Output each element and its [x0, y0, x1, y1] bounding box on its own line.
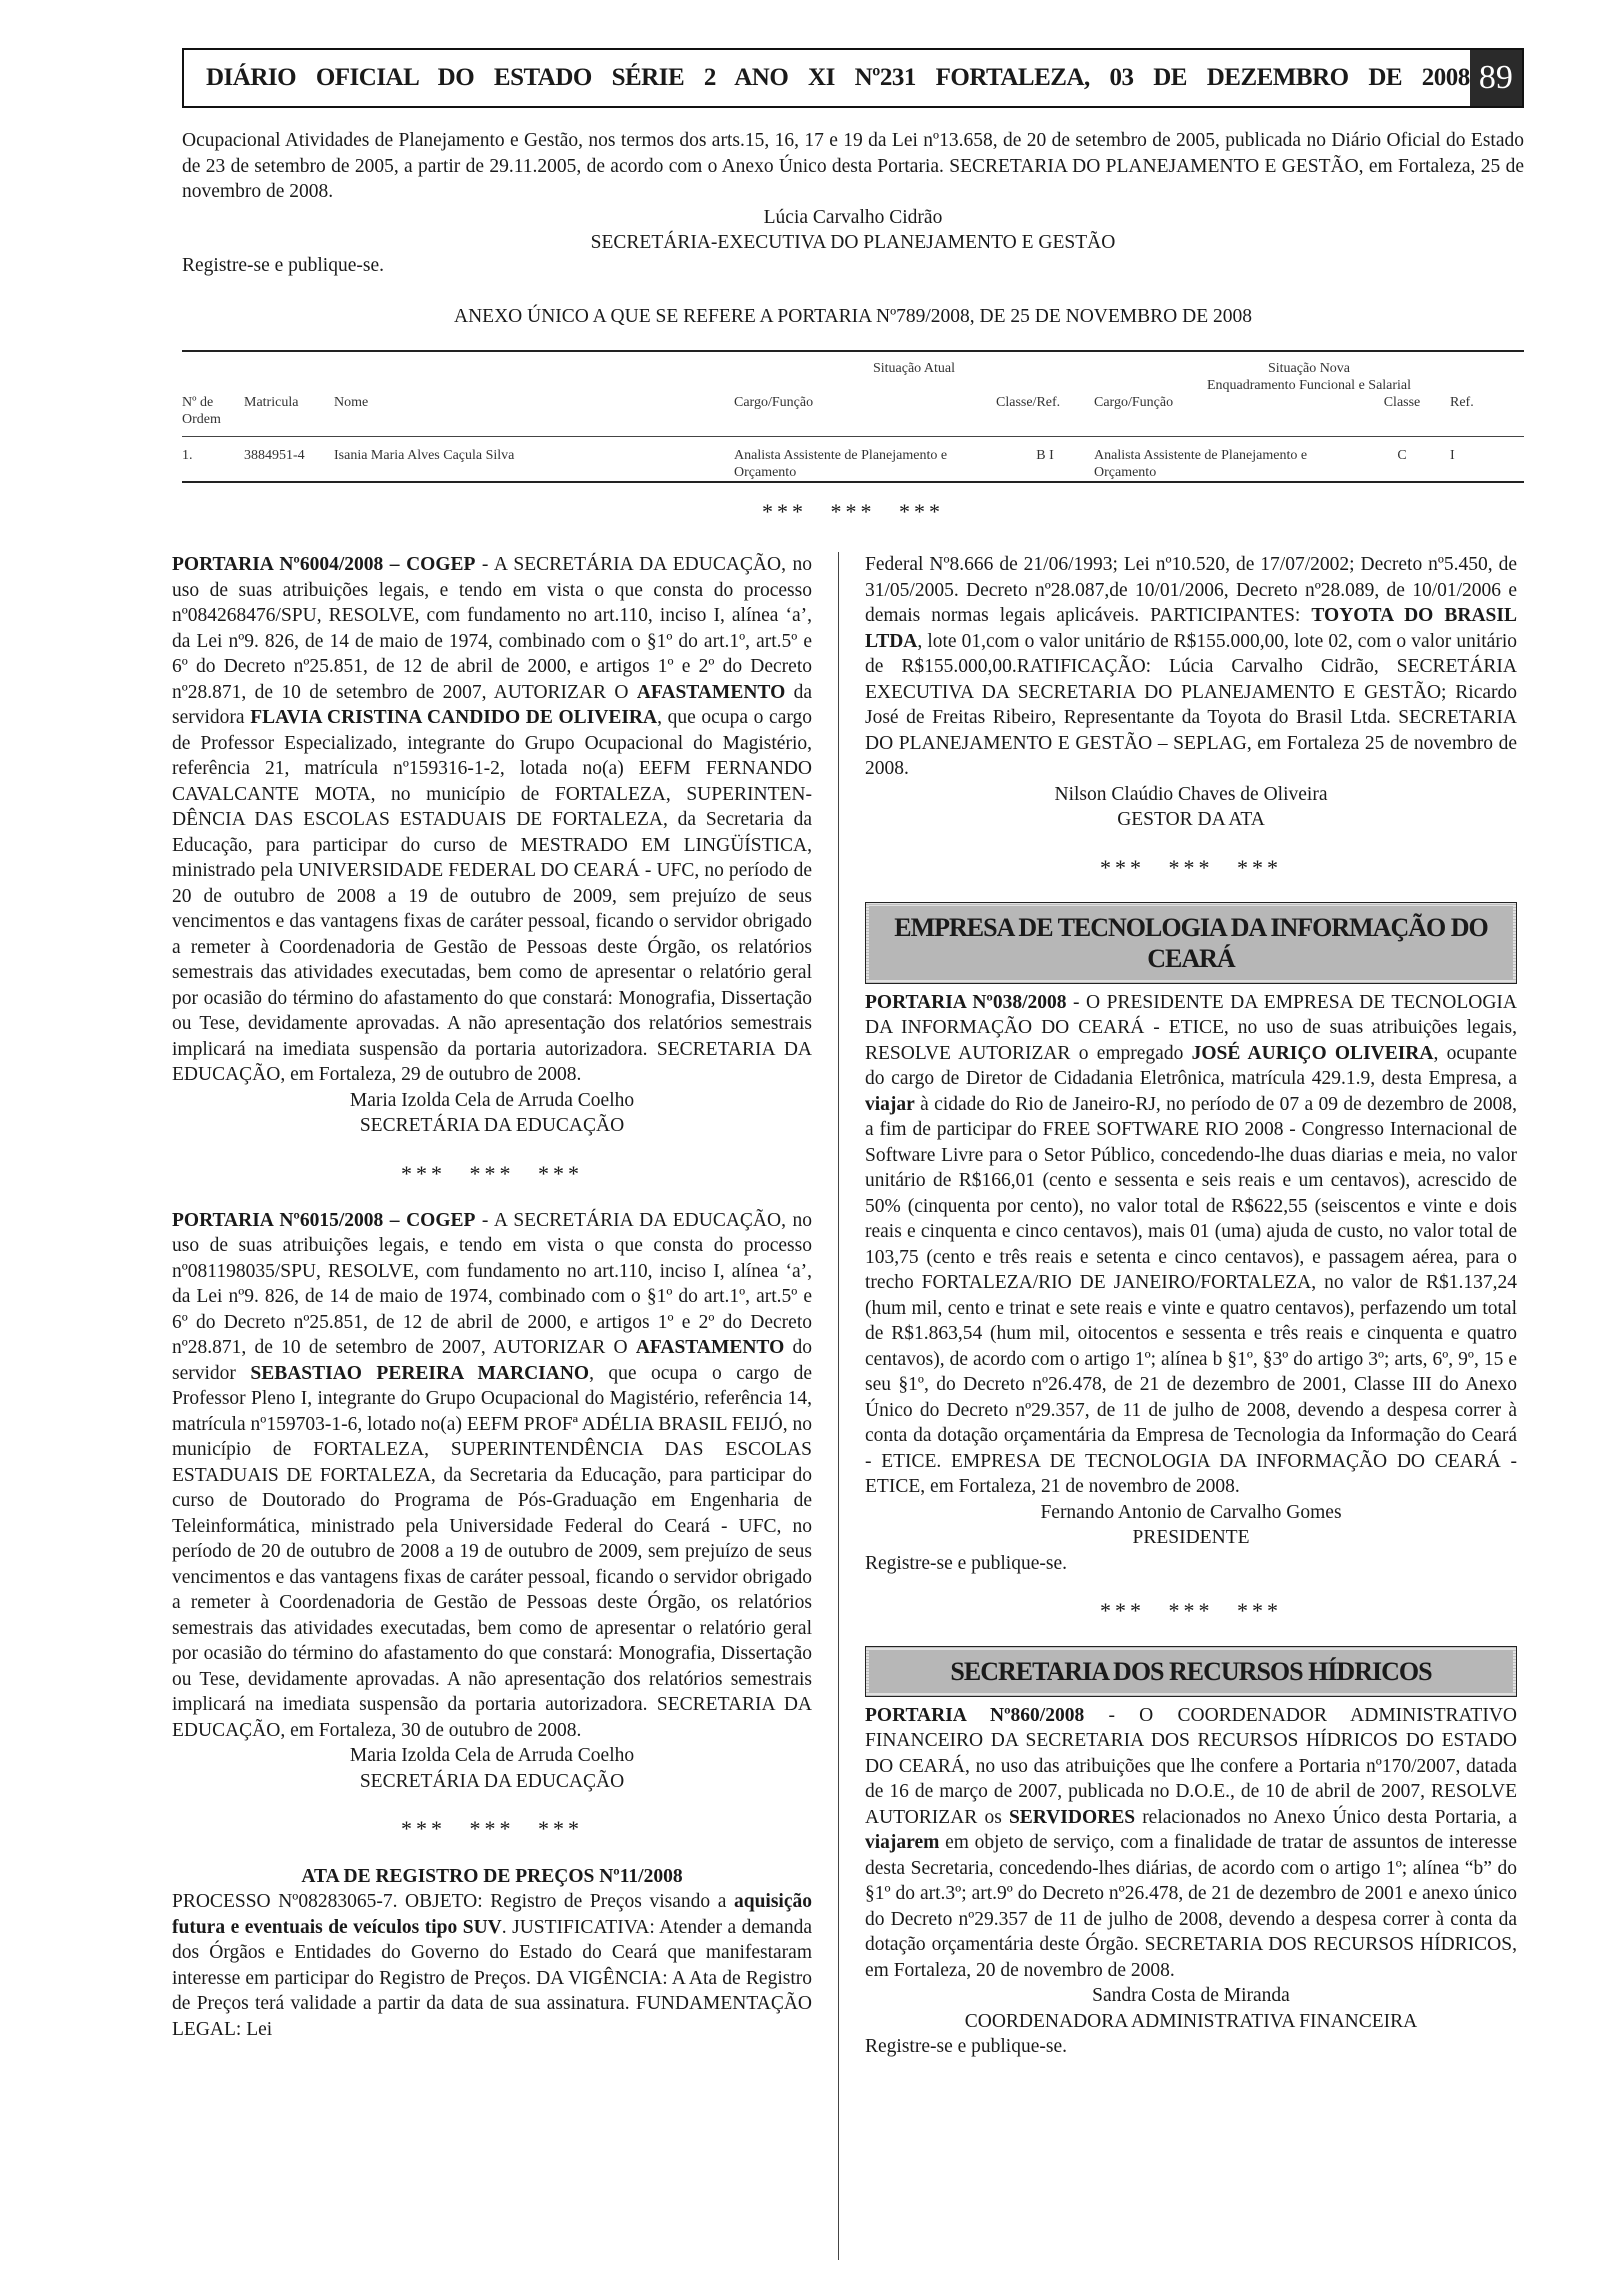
portaria-6004-text-a: - A SECRETÁRIA DA EDUCAÇÃO, no uso de suas atribuições legais, e tendo em vista o que consta do processo nº084268476/SPU, RESOLVE, com fundamento no art.110, inciso I, alínea ‘a’, da Lei nº9. 826, de 14 de maio de 1974, combinado com o §1º do art.1º, art.5º e 6º do Decreto nº25.851, de 12 de abril de 2000, e artigos 1º e 2º do Decreto nº28.871, de 10 de setembro de 2007, AUTORIZAR O: [172, 554, 812, 703]
annex-title: ANEXO ÚNICO A QUE SE REFERE A PORTARIA Nº789/2008, DE 25 DE NOVEMBRO DE 2008: [454, 306, 1252, 327]
ata-cont-text-a: Federal Nº8.666 de 21/06/1993; Lei nº10.520, de 17/07/2002; Decreto nº5.450, de 31/05/2005. Decreto nº28.087,de 10/01/2006, Decreto nº28.089, de 10/01/2006 e demais normas legais aplicáveis. PARTICIPANTES:: [865, 554, 1517, 626]
cell-cargo-novo: Analista Assistente de Planejamento e Orçamento: [1094, 447, 1308, 480]
portaria-6015-text-b: do servidor: [172, 1337, 813, 1384]
annex-table: [182, 350, 1524, 489]
portaria-860-signer-title: COORDENADORA ADMINISTRATIVA FINANCEIRA: [964, 2010, 1418, 2032]
portaria-038-text-c: à cidade do Rio de Janeiro-RJ, no período de 07 a 09 de dezembro de 2008, a fim de participar do FREE SOFTWARE RIO 2008 - Congresso Internacional de Software Livre para o Setor Público, concedendo-lhe duas diarias e meia, no valor unitário de R$166,01 (cento e sessenta e seis reais e um centavos), acrescido de 50% (cinquenta por cento), no valor total de R$622,55 (seiscentos e vinte e dois reais e cinquenta e cinco centavos), mais 01 (uma) ajuda de custo, no valor total de 103,75 (cento e três reais e setenta e cinco centavos), e passagem aérea, para o trecho FORTALEZA/RIO DE JANEIRO/FORTALEZA, no valor de R$1.137,24 (hum mil, cento e trinat e sete reais e vinte e quatro centavos), perfazendo um total de R$1.863,54 (hum mil, oitocentos e sessenta e três reais e cinquenta e quatro centavos), de acordo com o artigo 1º; alínea b §1º, §3º do artigo 3º; arts, 6º, 9º, 15 e seu §1º, do Decreto nº26.478, de 21 de dezembro de 2001, Classe III do Anexo Único do Decreto nº29.357, de 11 de julho de 2008, devendo a despesa correr à conta da dotação orçamentária da Empresa de Tecnologia da Informação do Ceará - ETICE. EMPRESA DE TECNOLOGIA DA INFORMAÇÃO DO CEARÁ - ETICE, em Fortaleza, 21 de novembro de 2008.: [865, 1093, 1517, 1498]
section-srh-title: [865, 1646, 1517, 1697]
portaria-860: [865, 1703, 1517, 1984]
signer-name: Lúcia Carvalho Cidrão: [763, 206, 943, 228]
top-section: [182, 128, 1524, 525]
right-column: [865, 552, 1517, 2060]
portaria-6015-head: PORTARIA Nº6015/2008 – COGEP: [172, 1209, 476, 1231]
intro-paragraph: Ocupacional Atividades de Planejamento e Gestão, nos termos dos arts.15, 16, 17 e 19 da Lei nº13.658, de 20 de setembro de 2005, publicada no Diário Oficial do Estado de 23 de setembro de 2005, a partir de 29.11.2005, de acordo com o Anexo Único desta Portaria. SECRETARIA DO PLANEJAMENTO E GESTÃO, em Fortaleza, 25 de novembro de 2008.: [182, 130, 1524, 202]
portaria-860-registre: Registre-se e publique-se.: [865, 2036, 1067, 2058]
portaria-6015-text-c: , que ocupa o cargo de Professor Pleno I, integrante do Grupo Ocupacional do Magistério, referência 14, matrícula nº159703-1-6, lotado no(a) EEFM PROFª ADÉLIA BRASIL FEIJÓ, no município de FORTALEZA, SUPERINTENDÊNCIA DAS ESCOLAS ESTADUAIS DE FORTALEZA, da Secretaria da Educação, para participar do curso de Doutorado do Programa de Pós-Graduação em Engenharia de Teleinformática, ministrado pela Universidade Federal do Ceará - UFC, no período de 20 de outubro de 2008 a 19 de outubro de 2009, sem prejuízo de seus vencimentos e das vantagens fixas de caráter pessoal, ficando o servidor obrigado a remeter à Coordenadoria de Gestão de Pessoas deste Órgão, os relatórios semestrais das atividades executadas, bem como de apresentar o relatório geral por ocasião do término do afastamento do que constará: Monografia, Dissertação ou Tese, devidamente aprovadas. A não apresentação dos relatórios semestrais implicará na imediata suspensão da portaria autorizadora. SECRETARIA DA EDUCAÇÃO, em Fortaleza, 30 de outubro de 2008.: [172, 1362, 812, 1741]
portaria-038-registre: Registre-se e publique-se.: [865, 1552, 1067, 1574]
portaria-6004-signer-title: SECRETÁRIA DA EDUCAÇÃO: [359, 1115, 625, 1136]
left-column: [172, 552, 812, 2042]
portaria-6015-bold-b: SEBASTIAO PEREIRA MARCIANO: [250, 1362, 590, 1384]
portaria-860-bold-a: SERVIDORES: [1008, 1806, 1136, 1828]
masthead: [182, 48, 1524, 108]
portaria-6004-signer: Maria Izolda Cela de Arruda Coelho: [349, 1089, 635, 1111]
portaria-038-bold-b: viajar: [865, 1093, 915, 1115]
cell-ordem: 1.: [182, 447, 193, 463]
ata-continuation: [865, 552, 1517, 782]
col-ref-nova: Ref.: [1450, 394, 1474, 410]
registre-note: Registre-se e publique-se.: [182, 255, 384, 276]
separator: *** *** ***: [1100, 1598, 1282, 1624]
portaria-038-text-b: , ocupante do cargo de Diretor de Cidadania Eletrônica, matrícula 429.1.9, desta Empresa, a: [865, 1042, 1517, 1090]
portaria-6004: [172, 552, 812, 1088]
ata-cont-text-b: , lote 01,com o valor unitário de R$155.000,00, lote 02, com o valor unitário de R$155.000,00.RATIFICAÇÃO: Lúcia Carvalho Cidrão, SECRETÁRIA EXECUTIVA DA SECRETARIA DO PLANEJAMENTO E GESTÃO; Ricardo José de Freitas Ribeiro, Representante da Toyota do Brasil Ltda. SECRETARIA DO PLANEJAMENTO E GESTÃO – SEPLAG, em Fortaleza 25 de novembro de 2008.: [865, 630, 1517, 779]
cell-matricula: 3884951-4: [244, 447, 305, 463]
signer-block: [182, 230, 1524, 282]
separator: *** *** ***: [762, 498, 944, 524]
portaria-860-bold-b: viajarem: [865, 1832, 940, 1854]
col-classe-nova: Classe: [1383, 394, 1421, 410]
portaria-6004-bold-b: FLAVIA CRISTINA CANDIDO DE OLIVEIRA: [250, 707, 658, 728]
cell-classe-nova: C: [1397, 447, 1407, 463]
col-classe-atual: Classe/Ref.: [996, 394, 1061, 410]
section-etice-label: EMPRESA DE TECNOLOGIA DA INFORMAÇÃO DO CEARÁ: [869, 906, 1513, 980]
portaria-6015-text-a: - A SECRETÁRIA DA EDUCAÇÃO, no uso de suas atribuições legais, e tendo em vista o que consta do processo nº081198035/SPU, RESOLVE, com fundamento no art.110, inciso I, alínea ‘a’, da Lei nº9. 826, de 14 de maio de 1974, combinado com o §1º do art.1º, art.5º e 6º do Decreto nº25.851, de 12 de abril de 2000, e artigos 1º e 2º do Decreto nº28.871, de 10 de setembro de 2007, AUTORIZAR O: [172, 1209, 812, 1359]
ata-object: aquisição futura e eventuais de veículos tipo SUV: [172, 1891, 812, 1938]
header-situacao-nova: Situação Nova: [1267, 360, 1351, 376]
portaria-038-signer: Fernando Antonio de Carvalho Gomes: [1040, 1501, 1342, 1523]
col-matricula: Matricula: [244, 394, 299, 410]
ata-text-a: PROCESSO Nº08283065-7. OBJETO: Registro de Preços visando a: [172, 1891, 734, 1913]
signer-title: SECRETÁRIA-EXECUTIVA DO PLANEJAMENTO E GESTÃO: [590, 232, 1116, 253]
separator: *** *** ***: [401, 1816, 583, 1842]
ata-participant: TOYOTA DO BRASIL LTDA: [865, 605, 1517, 652]
portaria-6004-text-c: , que ocupa o cargo de Professor Especializado, integrante do Grupo Ocupacional do Magistério, referência 21, matrícula nº159316-1-2, lotada no(a) EEFM FERNANDO CAVALCANTE MOTA, no município de FORTALEZA, SUPERINTEN-DÊNCIA DAS ESCOLAS ESTADUAIS DE FORTALEZA, da Secretaria da Educação, para participar do curso de MESTRADO EM LINGÜÍSTICA, ministrado pela UNIVERSIDADE FEDERAL DO CEARÁ - UFC, no período de 20 de outubro de 2008 a 19 de outubro de 2009, sem prejuízo de seus vencimentos e das vantagens fixas de caráter pessoal, ficando o servidor obrigado a remeter à Coordenadoria de Gestão de Pessoas deste Órgão, os relatórios semestrais das atividades executadas, bem como de apresentar o relatório geral por ocasião do término do afastamento do que constará: Monografia, Dissertação ou Tese, devidamente aprovadas. A não apresentação dos relatórios semestrais implicará na imediata suspensão da portaria autorizadora. SECRETARIA DA EDUCAÇÃO, em Fortaleza, 29 de outubro de 2008.: [172, 707, 812, 1085]
portaria-6015-signer: Maria Izolda Cela de Arruda Coelho: [349, 1745, 635, 1767]
masthead-title: DIÁRIO OFICIAL DO ESTADO SÉRIE 2 ANO XI Nº231 FORTALEZA, 03 DE DEZEMBRO DE 2008: [206, 64, 1470, 91]
section-etice-title: [865, 902, 1517, 984]
portaria-6004-head: PORTARIA Nº6004/2008 – COGEP: [172, 554, 476, 575]
ata-signer-title: GESTOR DA ATA: [1117, 809, 1265, 830]
portaria-860-text-b: relacionados no Anexo Único desta Portaria, a: [1135, 1806, 1517, 1828]
portaria-6015-signer-title: SECRETÁRIA DA EDUCAÇÃO: [359, 1770, 625, 1792]
portaria-038-head: PORTARIA Nº038/2008: [865, 991, 1067, 1013]
cell-nome: Isania Maria Alves Caçula Silva: [334, 447, 515, 463]
portaria-6004-bold-a: AFASTAMENTO: [636, 681, 786, 703]
portaria-038-bold-a: JOSÉ AURIÇO OLIVEIRA: [1191, 1042, 1434, 1064]
portaria-860-signer: Sandra Costa de Miranda: [1092, 1985, 1290, 2007]
portaria-6015: [172, 1208, 812, 1744]
portaria-6015-bold-a: AFASTAMENTO: [635, 1337, 785, 1359]
separator: *** *** ***: [1100, 854, 1282, 880]
portaria-860-text-a: - O COORDENADOR ADMINISTRATIVO FINANCEIRO DA SECRETARIA DOS RECURSOS HÍDRICOS DO ESTADO DO CEARÁ, no uso das atribuições que lhe confere a Portaria nº170/2007, datada de 16 de março de 2007, publicada no D.O.E., de 10 de abril de 2007, RESOLVE AUTORIZAR os: [865, 1704, 1517, 1828]
col-cargo-novo: Cargo/Função: [1094, 394, 1174, 410]
page-number: 89: [1470, 50, 1522, 106]
portaria-6004-text-b: da servidora: [172, 681, 813, 728]
ata-signer: Nilson Claúdio Chaves de Oliveira: [1054, 783, 1328, 805]
portaria-038-signer-title: PRESIDENTE: [1132, 1527, 1250, 1549]
cell-ref-nova: I: [1450, 447, 1455, 463]
portaria-038: [865, 990, 1517, 1500]
cell-classe-atual: B I: [1036, 447, 1054, 463]
col-ordem: Nº de Ordem: [182, 394, 221, 427]
ata-title: ATA DE REGISTRO DE PREÇOS Nº11/2008: [301, 1865, 683, 1887]
portaria-038-text-a: - O PRESIDENTE DA EMPRESA DE TECNOLOGIA DA INFORMAÇÃO DO CEARÁ - ETICE, no uso de suas atribuições legais, RESOLVE AUTORIZAR o empregado: [865, 991, 1517, 1064]
table-row: [182, 447, 1524, 482]
col-nome: Nome: [334, 394, 369, 410]
column-divider: [838, 552, 839, 2260]
header-situacao-atual: Situação Atual: [872, 360, 956, 376]
col-cargo-atual: Cargo/Função: [734, 394, 814, 410]
portaria-860-head: PORTARIA Nº860/2008: [865, 1704, 1085, 1726]
portaria-860-text-c: em objeto de serviço, com a finalidade de tratar de assuntos de interesse desta Secretaria, concedendo-lhes diárias, de acordo com o artigo 1º; alínea “b” do §1º do art.3º; art.9º do Decreto nº26.478, de 21 de dezembro de 2001 e anexo único do Decreto nº29.357 de 11 de julho de 2008, devendo a despesa correr à conta da dotação orçamentária deste Órgão. SECRETARIA DOS RECURSOS HÍDRICOS, em Fortaleza, 20 de novembro de 2008.: [865, 1832, 1517, 1981]
section-srh-label: SECRETARIA DOS RECURSOS HÍDRICOS: [869, 1650, 1513, 1693]
cell-cargo-atual: Analista Assistente de Planejamento e Orçamento: [734, 447, 948, 480]
ata-text-b: . JUSTIFICATIVA: Atender a demanda dos Órgãos e Entidades do Governo do Estado do Ceará que manifestaram interesse em participar do Registro de Preços. DA VIGÊNCIA: A Ata de Registro de Preços terá validade a partir da data de sua assinatura. FUNDAMENTAÇÃO LEGAL: Lei: [172, 1916, 812, 2040]
separator: *** *** ***: [401, 1160, 583, 1186]
header-enquadramento: Enquadramento Funcional e Salarial: [1206, 377, 1412, 393]
ata-paragraph: [172, 1889, 812, 2042]
